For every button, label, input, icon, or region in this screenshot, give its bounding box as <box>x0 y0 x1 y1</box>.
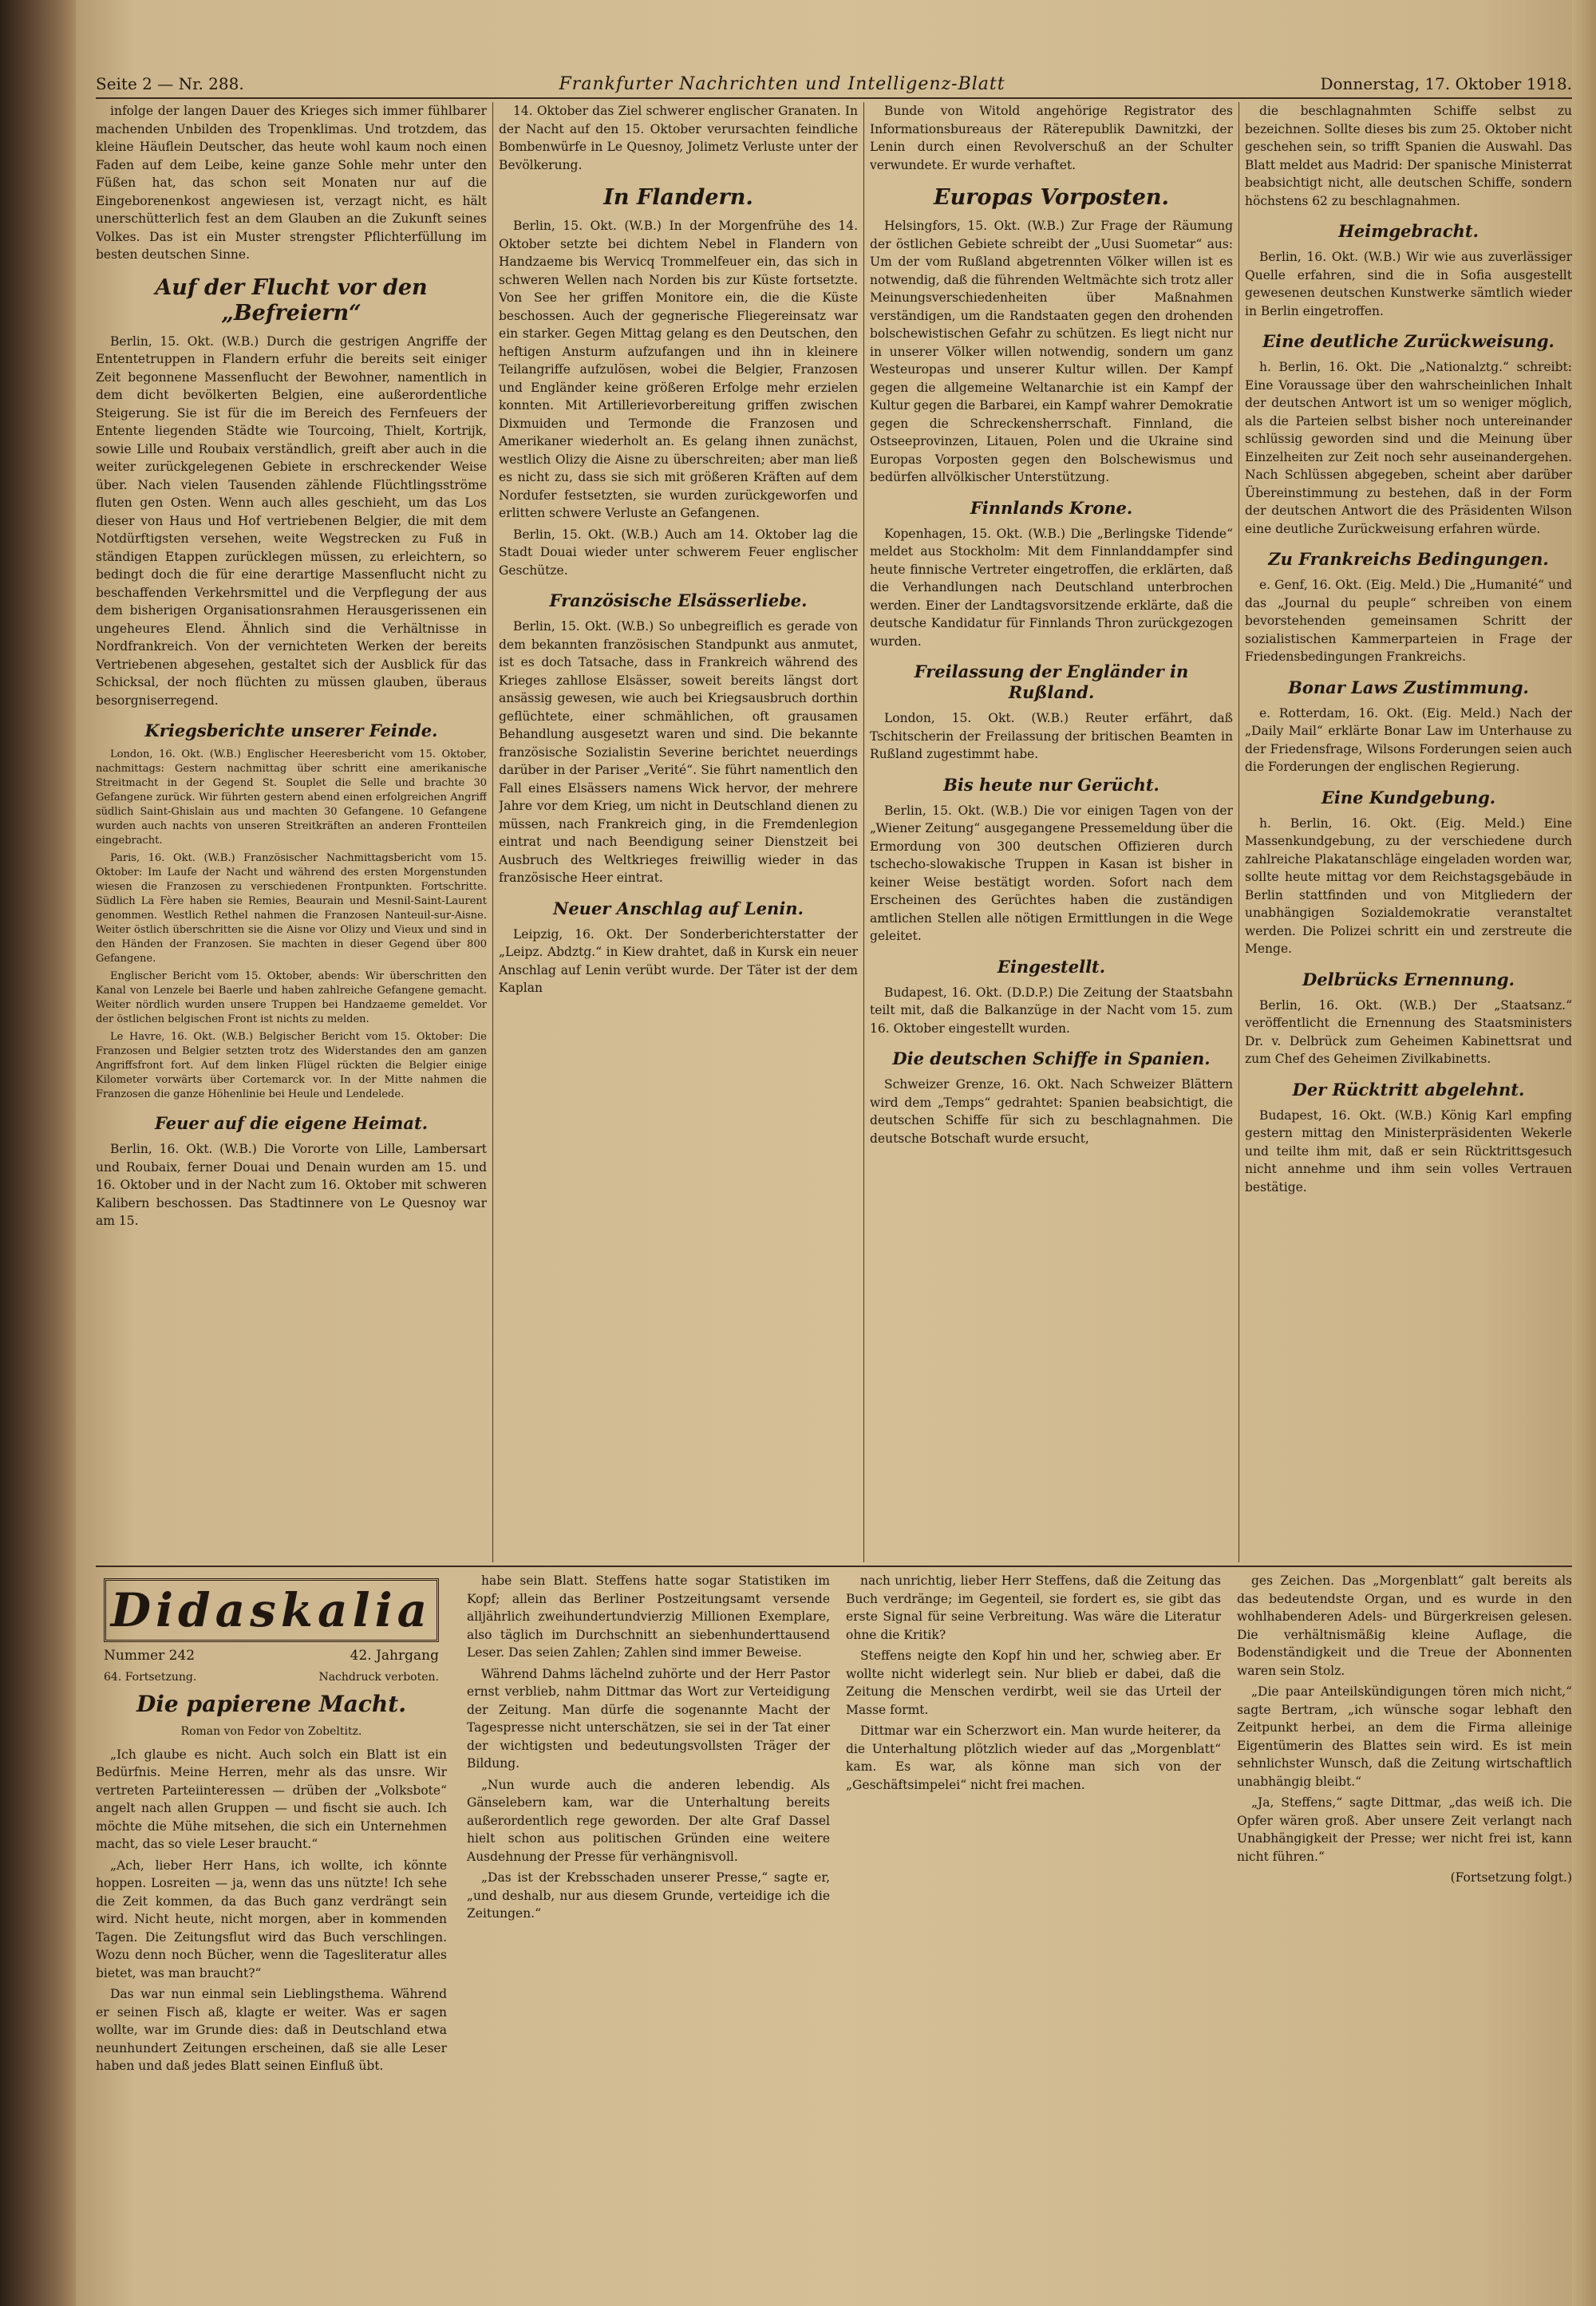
serial-text: ges Zeichen. Das „Morgenblatt“ galt bereits als das bedeutendste Organ, und es wurde in den wohlhabenderen Adels- und Bürgerkreisen gelesen. Die verhältnismäßig kleine Auflage, die Bodenständigkeit und die Treue der Abonnenten waren sein Stolz. <box>1237 1574 1572 1678</box>
headline: Bis heute nur Gerücht. <box>943 774 1159 795</box>
article-text: Berlin, 16. Okt. (W.B.) Der „Staatsanz.“ veröffentlicht die Ernennung des Staatsministers Dr. v. Delbrück zum Geheimen Kabinettsrat und zum Chef des Geheimen Zivilkabinetts. <box>1245 997 1572 1066</box>
headline: Feuer auf die eigene Heimat. <box>154 1113 429 1133</box>
headline: Französische Elsässerliebe. <box>549 590 808 610</box>
article-text: h. Berlin, 16. Okt. Die „Nationalztg.“ schreibt: Eine Voraussage über den wahrscheinlichen Inhalt der deutschen Antwort ist um so weniger möglich, als die Parteien selbst bisher noch untereinander schlüssig geworden sind und die Meinung über Einzelheiten zur Zeit noch sehr auseinandergehen. Nach Schlüssen abgegeben, scheint aber darüber Übereinstimmung zu bestehen, daß in der Form der deutschen Antwort die des Präsidenten Wilson eine deutliche Zurückweisung erfahren würde. <box>1245 360 1572 536</box>
article-text: Paris, 16. Okt. (W.B.) Französischer Nachmittagsbericht vom 15. Oktober: Im Laufe der Nacht und während des ersten Morgenstunden wiesen die Franzosen zu verschiedenen Frontpunkten. Fortschritte. Südlich La Fère haben sie Remies, Beaurain und Mesnil-Saint-Laurent genommen. Westlich Rethel nahmen die Franzosen Nanteuil-sur-Aisne. Weiter östlich überschritten sie die Aisne vor Olizy und Vieux und sind in den Händen der Franzosen. Sie machten in dieser Gegend über 800 Gefangene. <box>96 852 487 965</box>
article-text: Leipzig, 16. Okt. Der Sonderberichterstatter der „Leipz. Abdztg.“ in Kiew drahtet, daß in Kursk ein neuer Anschlag auf Lenin verübt wurde. Der Täter ist der dem Kaplan <box>499 926 858 995</box>
article-text: Helsingfors, 15. Okt. (W.B.) Zur Frage der Räumung der östlichen Gebiete schreibt der „Uusi Suometar“ aus: Um der vom Rußland abgetrennten Völker willen ist es notwendig, daß die führenden Weltmächte sich trotz aller Meinungsverschiedenheiten über Maßnahmen verständigen, um die Randstaaten gegen den drohenden bolschewistischen Gefahr zu schützen. Es liegt nicht nur in unserer Völker willen notwendig, sondern um ganz Westeuropas und unserer Kultur willen. Der Kampf gegen die allgemeine Weltanarchie ist ein Kampf der Kultur gegen die Barbarei, ein Kampf wahrer Demokratie gegen die Schreckensherrschaft. Finnland, die Ostseeprovinzen, Litauen, Polen und die Ukraine sind Europas Vorposten gegen den Bolschewismus und bedürfen allvölkischer Unterstützung. <box>870 219 1233 484</box>
serial-text: Das war nun einmal sein Lieblingsthema. Während er seinen Fisch aß, klagte er weiter. Was er sagen wollte, war im Grunde dies: daß in Deutschland etwa neunhundert Zeitungen erscheinen, daß sie alle Leser haben und daß jedes Blatt seinen Einfluß übt. <box>96 1987 447 2073</box>
issue-number: Nummer 242 <box>104 1648 196 1664</box>
headline: Heimgebracht. <box>1338 221 1479 241</box>
headline: In Flandern. <box>603 185 753 210</box>
headline: Eine Kundgebung. <box>1321 787 1496 807</box>
headline: Finnlands Krone. <box>970 497 1133 518</box>
article-text: 14. Oktober das Ziel schwerer englischer Granaten. In der Nacht auf den 15. Oktober verursachten feindliche Bombenwürfe in Le Quesnoy, Jolimetz Verluste unter der Bevölkerung. <box>499 104 858 172</box>
headline: Eine deutliche Zurückweisung. <box>1262 331 1555 351</box>
headline: Delbrücks Ernennung. <box>1302 969 1515 989</box>
column-rule <box>1238 102 1239 1562</box>
headline: Zu Frankreichs Bedingungen. <box>1268 549 1549 569</box>
article-text: Budapest, 16. Okt. (D.D.P.) Die Zeitung der Staatsbahn teilt mit, daß die Balkanzüge in der Nacht vom 15. zum 16. Oktober eingestellt wurden. <box>870 985 1233 1036</box>
article-text: Berlin, 15. Okt. (W.B.) So unbegreiflich es gerade von dem bekannten französischen Standpunkt aus anmutet, ist es doch Tatsache, dass in Frankreich während des Krieges zahllose Elsässer, soweit bereits längst dort ansässig gewesen, wie auch bei Kriegsausbruch dorthin geflüchtete, einer schmählichen, oft grausamen Behandlung ausgesetzt waren und sind. Die bekannte französische Sozialistin Severine berichtet neuerdings darüber in der Pariser „Verité“. Sie führt namentlich den Fall eines Elsässers namens Wick hervor, der mehrere Jahre vor dem Krieg, um nicht in Deutschland dienen zu müssen, nach Frankreich ging, in die Fremdenlegion eintrat und nach Beendigung seiner Dienstzeit bei Ausbruch des Weltkrieges freiwillig wieder in das französische Heer eintrat. <box>499 619 858 885</box>
article-text: Berlin, 16. Okt. (W.B.) Wir wie aus zuverlässiger Quelle erfahren, sind die in Sofia ausgestellt gewesenen deutschen Kunstwerke sämtlich wieder in Berlin eingetroffen. <box>1245 250 1572 318</box>
article-text: infolge der langen Dauer des Krieges sich immer fühlbarer machenden Unbilden des Tropenklimas. Und trotzdem, das kleine Häuflein Deutscher, das heute wohl kaum noch einen Faden auf dem Leibe, keine ganze Sohle mehr unter den Füßen hat, das schon seit Monaten nur auf die Eingeborenenkost angewiesen ist, verzagt nicht, es hält unerschütterlich fest an dem Glauben an die Zukunft seines Volkes. Das ist ein Muster strengster Pflichterfüllung im besten deutschen Sinne. <box>96 104 487 262</box>
section-divider <box>96 1566 1572 1567</box>
article-text: London, 15. Okt. (W.B.) Reuter erfährt, daß Tschitscherin der Freilassung der britischen Beamten in Rußland zugestimmt habe. <box>870 711 1233 761</box>
headline: Europas Vorposten. <box>934 185 1169 210</box>
article-text: Berlin, 15. Okt. (W.B.) Durch die gestrigen Angriffe der Ententetruppen in Flandern erfuhr die bereits seit einiger Zeit begonnene Massenflucht der Bewohner, namentlich in dem dicht bevölkerten Belgien, eine außerordentliche Steigerung. Sie ist für die im Bereich des Fernfeuers der Entente liegenden Städte wie Tourcoing, Thielt, Kortrijk, sowie Lille und Roubaix verständlich, greift aber auch in die weiter zurückgelegenen Gebiete in erschreckender Weise über. Nach vielen Tausenden zählende Flüchtlingsströme fluten gen Osten. Wenn auch alles geschieht, um das Los dieser von Haus und Hof vertriebenen Belgier, die mit dem Notdürftigsten versehen, weite Wegstrecken zu Fuß in ständigen Etappen zurücklegen müssen, zu erleichtern, so bedingt doch die für eine derartige Massenflucht nicht zu beschaffenden Verkehrsmittel und die Verpflegung der aus dem bisherigen Organisationsrahmen Herausgerissenen ein ungeheures Elend. Ähnlich sind die Verhältnisse in Nordfrankreich. Von der vernichteten Werken der bereits Vertriebenen abgesehen, gestaltet sich der Ausblick für das Schicksal, der noch flüchten zu müssen glauben, überaus besorgniserregend. <box>96 334 487 708</box>
headline: Auf der Flucht vor den „Befreiern“ <box>155 274 428 326</box>
serial-title: Die papierene Macht. <box>136 1691 406 1717</box>
serial-text: habe sein Blatt. Steffens hatte sogar Statistiken im Kopf; allein das Berliner Postzeitungsamt versende alljährlich zweihundertundvierzig Millionen Exemplare, also täglich im Durchschnitt an siebenhunderttausend Leser. Das seien Zahlen; Zahlen sind immer Beweise. <box>467 1574 830 1660</box>
article-text: Berlin, 15. Okt. (W.B.) In der Morgenfrühe des 14. Oktober setzte bei dichtem Nebel in Flandern von Handzaeme bis Wervicq Trommelfeuer ein, das sich in schweren Wellen nach Norden bis zur Küste fortsetzte. Von See her griffen Monitore ein, die die Küste beschossen. Auch der gegnerische Fliegereinsatz war ein starker. Gegen Mittag gelang es den Deutschen, den heftigen Ansturm aufzufangen und ihn in kleinere Teilangriffe aufzulösen, wobei die Belgier, Franzosen und Engländer keine größeren Erfolge mehr erzielen konnten. Mit Artillerievorbereitung griffen zwischen Dixmuiden und Termonde die Franzosen und Amerikaner wiederholt an. Es gelang ihnen zunächst, westlich Olizy die Aisne zu überschreiten; aber man ließ es nicht zu, dass sie sich mit größeren Kräften auf dem Nordufer festsetzten, sie wurden zurückgeworfen und erlitten schwere Verluste an Gefangenen. <box>499 219 858 520</box>
article-text: Schweizer Grenze, 16. Okt. Nach Schweizer Blättern wird dem „Temps“ gedrahtet: Spanien beabsichtigt, die deutschen Schiffe für sich zu beschlagnahmen. Die deutsche Botschaft wurde ersucht, <box>870 1077 1233 1146</box>
didaskalia-column-4 <box>1237 1572 1572 2290</box>
volume-year: 42. Jahrgang <box>350 1648 439 1664</box>
column-1 <box>96 102 487 1562</box>
headline: Der Rücktritt abgelehnt. <box>1292 1079 1525 1100</box>
installment: 64. Fortsetzung. <box>104 1670 197 1684</box>
reprint-notice: Nachdruck verboten. <box>318 1670 439 1684</box>
article-text: Englischer Bericht vom 15. Oktober, abends: Wir überschritten den Kanal von Lenzele bei Baerle und haben zahlreiche Gefangene gemacht. Weiter nördlich wurden unsere Truppen bei Handzaeme gemeldet. Vor der östlichen belgischen Front ist nichts zu melden. <box>96 970 487 1025</box>
didaskalia-meta <box>104 1647 439 1665</box>
header-date: Donnerstag, 17. Oktober 1918. <box>1320 74 1572 93</box>
article-text: London, 16. Okt. (W.B.) Englischer Heeresbericht vom 15. Oktober, nachmittags: Gestern nachmittag über schritt eine amerikanische Streitmacht in der Gegend St. Souplet die Selle und brachte 30 Gefangene zurück. Wir führten gestern abend einen erfolgreichen Angriff südlich Saint-Ghislain aus und machten 30 Gefangene. 10 Gefangene wurden auch nachts von unseren Streitkräften an anderen Frontteilen eingebracht. <box>96 748 487 847</box>
article-text: Berlin, 15. Okt. (W.B.) Auch am 14. Oktober lag die Stadt Douai wieder unter schwerem Feuer englischer Geschütze. <box>499 527 858 578</box>
didaskalia-column-2 <box>467 1572 830 2290</box>
serial-text: nach unrichtig, lieber Herr Steffens, daß die Zeitung das Buch verdränge; im Gegenteil, sie fordert es, sie gibt das erste Signal für seine Verbreitung. Was wäre die Literatur ohne die Kritik? <box>846 1574 1221 1642</box>
header-masthead: Frankfurter Nachrichten und Intelligenz-Blatt <box>559 73 1005 94</box>
header-page-number: Seite 2 — Nr. 288. <box>96 74 244 93</box>
serial-text: „Ich glaube es nicht. Auch solch ein Blatt ist ein Bedürfnis. Meine Herren, mehr als das unsre. Wir vertreten Parteiinteressen — drüben der „Volksbote“ angelt nach allen Gruppen — und fischt sie auch. Ich möchte die Mühe mitsehen, die sich ein Unternehmen macht, das so viele Leser braucht.“ <box>96 1747 447 1851</box>
column-4 <box>1245 102 1572 1562</box>
headline: Bonar Laws Zustimmung. <box>1288 677 1529 697</box>
didaskalia-masthead <box>104 1578 439 1642</box>
serial-text: Während Dahms lächelnd zuhörte und der Herr Pastor ernst verblieb, nahm Dittmar das Wort zur Verteidigung der Zeitung. Man dürfe die sogenannte Macht der Tagespresse nicht unterschätzen, sie sei in der Tat einer der wichtigsten und bedeutungsvollsten Träger der Bildung. <box>467 1666 830 1771</box>
didaskalia-column-1 <box>96 1572 447 2290</box>
column-3 <box>870 102 1233 1562</box>
article-text: Le Havre, 16. Okt. (W.B.) Belgischer Bericht vom 15. Oktober: Die Franzosen und Belgier setzten trotz des Widerstandes den am ganzen Angriffsfront fort. Auf dem linken Flügel rückten die Belgier einige Kilometer vorwärts über Cortemarck vor. In der Mitte nahmen die Franzosen die ganze Höhenlinie bei Heule und Lendelede. <box>96 1031 487 1100</box>
serial-text: „Ja, Steffens,“ sagte Dittmar, „das weiß ich. Die Opfer wären groß. Aber unsere Zeit verlangt nach Unabhängigkeit der Presse; wer nicht frei ist, kann nicht führen.“ <box>1237 1795 1572 1864</box>
column-2 <box>499 102 858 1562</box>
didaskalia-title: Didaskalia <box>110 1583 433 1637</box>
serial-text: „Ach, lieber Herr Hans, ich wollte, ich könnte hoppen. Losreiten — ja, wenn das uns nützte! Ich sehe die Zeit kommen, da das Buch ganz verdrängt sein wird. Nicht heute, nicht morgen, aber in kommenden Tagen. Die Zeitungsflut wird das Buch verschlingen. Wozu denn noch Bücher, wenn die Tagesliteratur alles bietet, was man braucht?“ <box>96 1858 447 1980</box>
article-text: Berlin, 15. Okt. (W.B.) Die vor einigen Tagen von der „Wiener Zeitung“ ausgegangene Pressemeldung über die Ermordung von 300 deutschen Offizieren durch tschecho-slowakische Truppen in Kasan ist bisher in keiner Weise bestätigt worden. Sofort nach dem Erscheinen des Gerüchtes haben die zuständigen amtlichen Stellen alle nötigen Ermittlungen in die Wege geleitet. <box>870 803 1233 943</box>
article-text: e. Rotterdam, 16. Okt. (Eig. Meld.) Nach der „Daily Mail“ erklärte Bonar Law im Unterhause zu der Friedensfrage, Wilsons Forderungen seien auch die Forderungen der englischen Regierung. <box>1245 705 1572 774</box>
serial-meta <box>104 1668 439 1687</box>
article-text: Kopenhagen, 15. Okt. (W.B.) Die „Berlingske Tidende“ meldet aus Stockholm: Mit dem Finnlanddampfer sind heute finnische Vertreter eingetroffen, die erklärten, daß die Verhandlungen nach Deutschland unterbrochen werden. Einer der Landtagsvorsitzende erklärte, daß die deutsche Kandidatur für Finnlands Thron zurückgezogen wurden. <box>870 526 1233 649</box>
article-text: Berlin, 16. Okt. (W.B.) Die Vororte von Lille, Lambersart und Roubaix, ferner Douai und Denain wurden am 15. und 16. Oktober und in der Nacht zum 16. Oktober mit schweren Kalibern beschossen. Das Stadtinnere von Le Quesnoy war am 15. <box>96 1142 487 1228</box>
serial-text: Dittmar war ein Scherzwort ein. Man wurde heiterer, da die Unterhaltung plötzlich wieder auf das „Morgenblatt“ kam. Es war, als könne man sich von der „Geschäftsimpelei“ nicht frei machen. <box>846 1724 1221 1792</box>
article-text: die beschlagnahmten Schiffe selbst zu bezeichnen. Sollte dieses bis zum 25. Oktober nicht geschehen sein, so trifft Spanien die Auswahl. Das Blatt meldet aus Madrid: Der spanische Ministerrat beabsichtigt nicht, alle deutschen Schiffe, sondern höchstens 62 zu beschlagnahmen. <box>1245 104 1572 208</box>
page-header <box>96 70 1572 99</box>
newspaper-page <box>76 0 1596 2306</box>
headline: Neuer Anschlag auf Lenin. <box>553 898 804 918</box>
headline: Die deutschen Schiffe in Spanien. <box>892 1048 1211 1068</box>
article-text: h. Berlin, 16. Okt. (Eig. Meld.) Eine Massenkundgebung, zu der verschiedene durch zahlreiche Plakatanschläge eingeladen worden war, sollte heute mittag vor dem Reichstagsgebäude in Berlin stattfinden und von Mitgliedern der unabhängigen Sozialdemokratie veranstaltet werden. Die Polizei schritt ein und zerstreute die Menge. <box>1245 815 1572 956</box>
byline: Roman von Fedor von Zobeltitz. <box>180 1725 362 1738</box>
serial-text: „Die paar Anteilskündigungen tören mich nicht,“ sagte Bertram, „ich wünsche sogar lebhaft den Zeitpunkt herbei, an dem die Firma alleinige Eigentümerin des Blattes sein wird. Es ist mein sehnlichster Wunsch, daß die Zeitung wirtschaftlich unabhängig bleibt.“ <box>1237 1684 1572 1789</box>
article-text: e. Genf, 16. Okt. (Eig. Meld.) Die „Humanité“ und das „Journal du peuple“ schreiben von einem bevorstehenden gemeinsamen Schritt der sozialistischen Kammerparteien in Frage der Friedensbedingungen Frankreichs. <box>1245 578 1572 664</box>
continued-note: (Fortsetzung folgt.) <box>1450 1870 1572 1885</box>
article-text: Budapest, 16. Okt. (W.B.) König Karl empfing gestern mittag den Ministerpräsidenten Wekerle und teilte ihm mit, daß er sein Rücktrittsgesuch nicht annehme und ihm sein volles Vertrauen bestätige. <box>1245 1108 1572 1194</box>
serial-text: „Nun wurde auch die anderen lebendig. Als Gänselebern kam, war die Unterhaltung bereits außerordentlich rege geworden. Der alte Graf Dassel hielt schon aus politischen Gründen eine weitere Ausdehnung der Presse für verhängnisvoll. <box>467 1777 830 1864</box>
article-text: Bunde von Witold angehörige Registrator des Informationsbureaus der Räterepublik Dawnitzki, der Lenin durch einen Revolverschuß an der Schulter verwundete. Er wurde verhaftet. <box>870 104 1233 172</box>
column-rule <box>492 102 493 1562</box>
headline: Freilassung der Engländer in Rußland. <box>914 661 1189 702</box>
serial-text: Steffens neigte den Kopf hin und her, schwieg aber. Er wollte nicht widerlegt sein. Nur blieb er dabei, daß die Zeitung die Menschen verdirbt, weil sie das Urteil der Masse formt. <box>846 1649 1221 1717</box>
headline: Eingestellt. <box>997 956 1106 977</box>
column-rule <box>863 102 864 1562</box>
adjacent-page-edge <box>1572 0 1596 2306</box>
serial-text: „Das ist der Krebsschaden unserer Presse,“ sagte er, „und deshalb, nur aus diesem Grunde, verteidige ich die Zeitungen.“ <box>467 1870 830 1921</box>
didaskalia-column-3 <box>846 1572 1221 2290</box>
headline: Kriegsberichte unserer Feinde. <box>144 721 438 740</box>
book-binding <box>0 0 76 2306</box>
